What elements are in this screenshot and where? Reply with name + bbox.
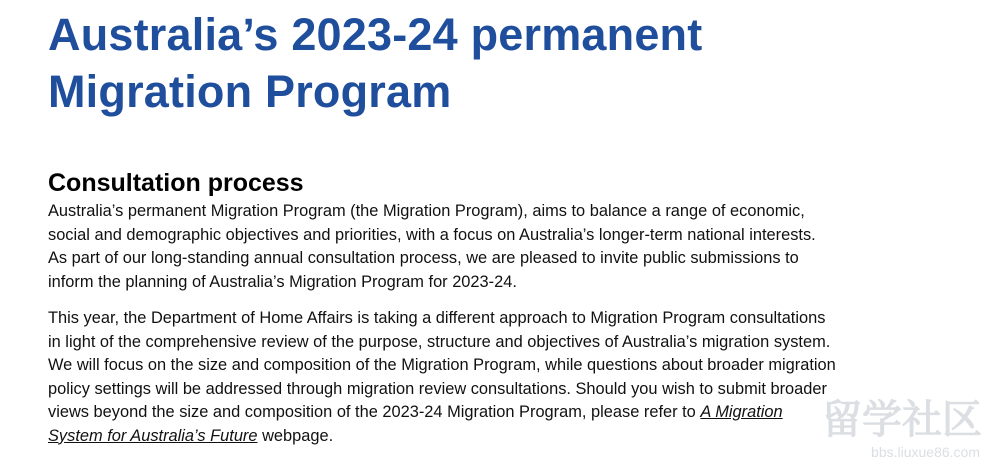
intro-paragraph <box>48 200 958 294</box>
page-title-line-2: Migration Program <box>48 66 452 117</box>
approach-line-4: policy settings will be addressed through migration review consultations. Should you wish to submit broader <box>48 379 827 398</box>
approach-line-5-text: views beyond the size and composition of the 2023-24 Migration Program, please refer to <box>48 403 701 421</box>
watermark-logo-text: 留学社区 <box>822 398 982 442</box>
intro-line-1: Australia’s permanent Migration Program (the Migration Program), aims to balance a range of economic, <box>48 202 805 220</box>
approach-line-2: in light of the comprehensive review of the purpose, structure and objectives of Australia’s migration system. <box>48 332 831 351</box>
intro-line-4: inform the planning of Australia’s Migration Program for 2023-24. <box>48 272 517 291</box>
page-title-line-1: Australia’s 2023-24 permanent <box>48 9 703 60</box>
watermark <box>782 398 982 460</box>
page-title <box>48 0 958 120</box>
migration-system-link-part-2[interactable]: System for Australia’s Future <box>48 426 258 445</box>
watermark-url: bbs.liuxue86.com <box>871 444 980 460</box>
migration-system-link-part-1[interactable]: A Migration <box>700 403 783 421</box>
intro-line-3: As part of our long-standing annual consultation process, we are pleased to invite public submissions to <box>48 249 799 267</box>
approach-line-1: This year, the Department of Home Affairs is taking a different approach to Migration Program consultations <box>48 309 826 327</box>
approach-line-3: We will focus on the size and composition of the Migration Program, while questions about broader migration <box>48 356 836 374</box>
approach-line-6-tail: webpage. <box>257 426 334 445</box>
section-heading: Consultation process <box>48 169 304 197</box>
intro-line-2: social and demographic objectives and priorities, with a focus on Australia’s longer-term national interests. <box>48 225 816 244</box>
document-page <box>48 0 958 448</box>
